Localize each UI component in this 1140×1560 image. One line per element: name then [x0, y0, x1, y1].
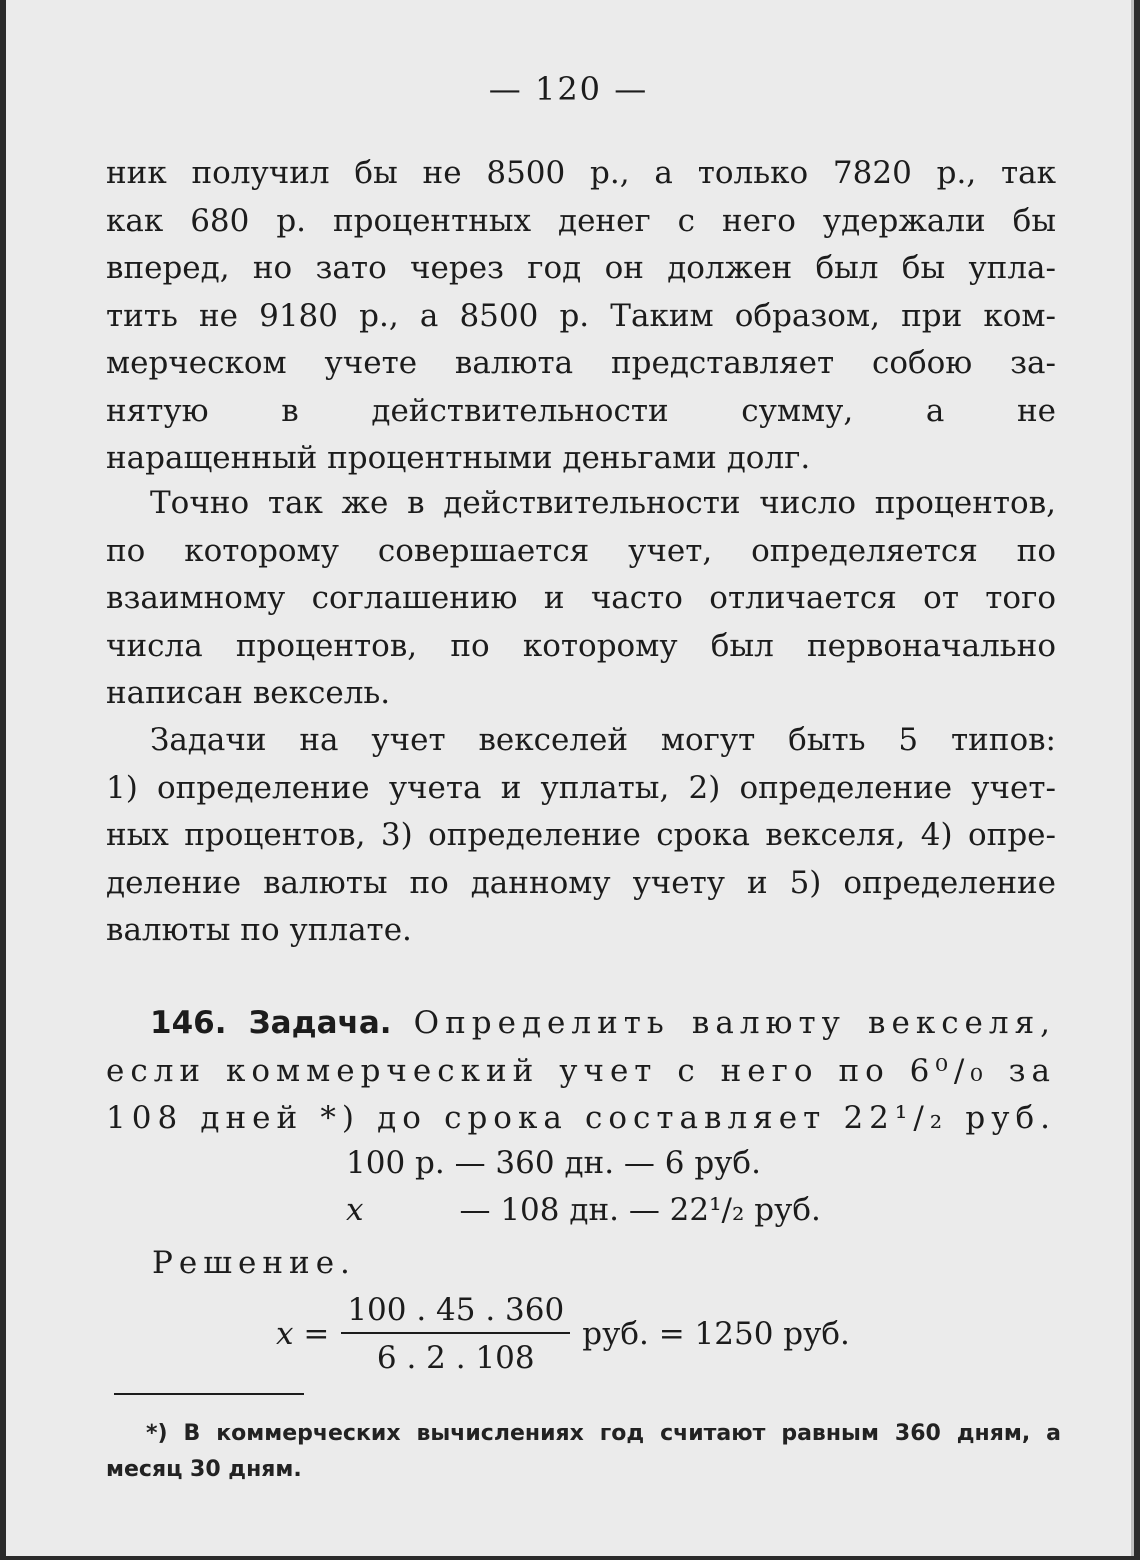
problem-line-1	[106, 1000, 1056, 1048]
paragraph-1	[106, 150, 1056, 483]
formula-lhs: x =	[276, 1316, 330, 1352]
text-line: написан вексель.	[106, 675, 391, 711]
book-page	[6, 0, 1134, 1556]
text-line: тить не 9180 р., а 8500 р. Таким образом, при ком-	[106, 297, 1056, 334]
text-line: 1) определение учета и уплаты, 2) определение учет-	[106, 769, 1056, 806]
text-line: ных процентов, 3) определение срока векселя, 4) опре-	[106, 817, 1056, 853]
solution-formula	[276, 1292, 850, 1376]
text-line: Задачи на учет векселей могут быть 5 типов:	[150, 722, 1056, 758]
text-line: Точно так же в действительности число процентов,	[150, 485, 1056, 521]
solution-label: Решение.	[152, 1245, 356, 1281]
problem-line-2: если коммерческий учет с него по 6⁰/₀ за	[106, 1052, 1056, 1089]
paragraph-2	[106, 480, 1056, 718]
text-line: деление валюты по данному учету и 5) определение	[106, 864, 1056, 901]
footnote-line: месяц 30 дням.	[106, 1457, 302, 1482]
text-line: как 680 р. процентных денег с него удержали бы	[106, 202, 1056, 239]
problem-label: Задача.	[248, 1005, 392, 1041]
proportion-row-2	[346, 1187, 821, 1234]
text-line: ник получил бы не 8500 р., а только 7820 р., так	[106, 155, 1056, 191]
fraction-numerator: 100 . 45 . 360	[341, 1292, 570, 1334]
text-line: мерческом учете валюта представляет собою за-	[106, 345, 1056, 381]
text-line: взаимному соглашению и часто отличается от того	[106, 580, 1056, 616]
paragraph-3	[106, 717, 1056, 955]
problem-line-3: 108 дней *) до срока составляет 22¹/₂ руб.	[106, 1100, 1056, 1136]
formula-rhs: руб. = 1250 руб.	[582, 1316, 850, 1352]
footnote-line: *) В коммерческих вычислениях год считают равным 360 дням, а	[146, 1421, 1061, 1446]
proportion-row-2-values: — 108 дн. — 22¹/₂ руб.	[459, 1192, 821, 1228]
text-line: нятую в действительности сумму, а не	[106, 392, 1056, 429]
fraction-denominator: 6 . 2 . 108	[376, 1340, 535, 1376]
text-line: числа процентов, по которому был первоначально	[106, 627, 1056, 664]
problem-number: 146.	[150, 1005, 227, 1041]
text-line: вперед, но зато через год он должен был бы упла-	[106, 250, 1056, 286]
footnote-divider	[114, 1393, 304, 1395]
text-line: валюты по уплате.	[106, 912, 412, 948]
problem-text: Определить валюту векселя,	[413, 1005, 1057, 1041]
page-number: — 120 —	[488, 70, 649, 108]
footnote	[106, 1416, 1061, 1488]
problem-146	[106, 1000, 1056, 1143]
variable-x: x	[346, 1192, 364, 1228]
fraction	[341, 1292, 570, 1376]
proportion-row-1: 100 р. — 360 дн. — 6 руб.	[346, 1145, 761, 1181]
text-line: по которому совершается учет, определяется по	[106, 532, 1056, 569]
text-line: наращенный процентными деньгами долг.	[106, 440, 811, 476]
